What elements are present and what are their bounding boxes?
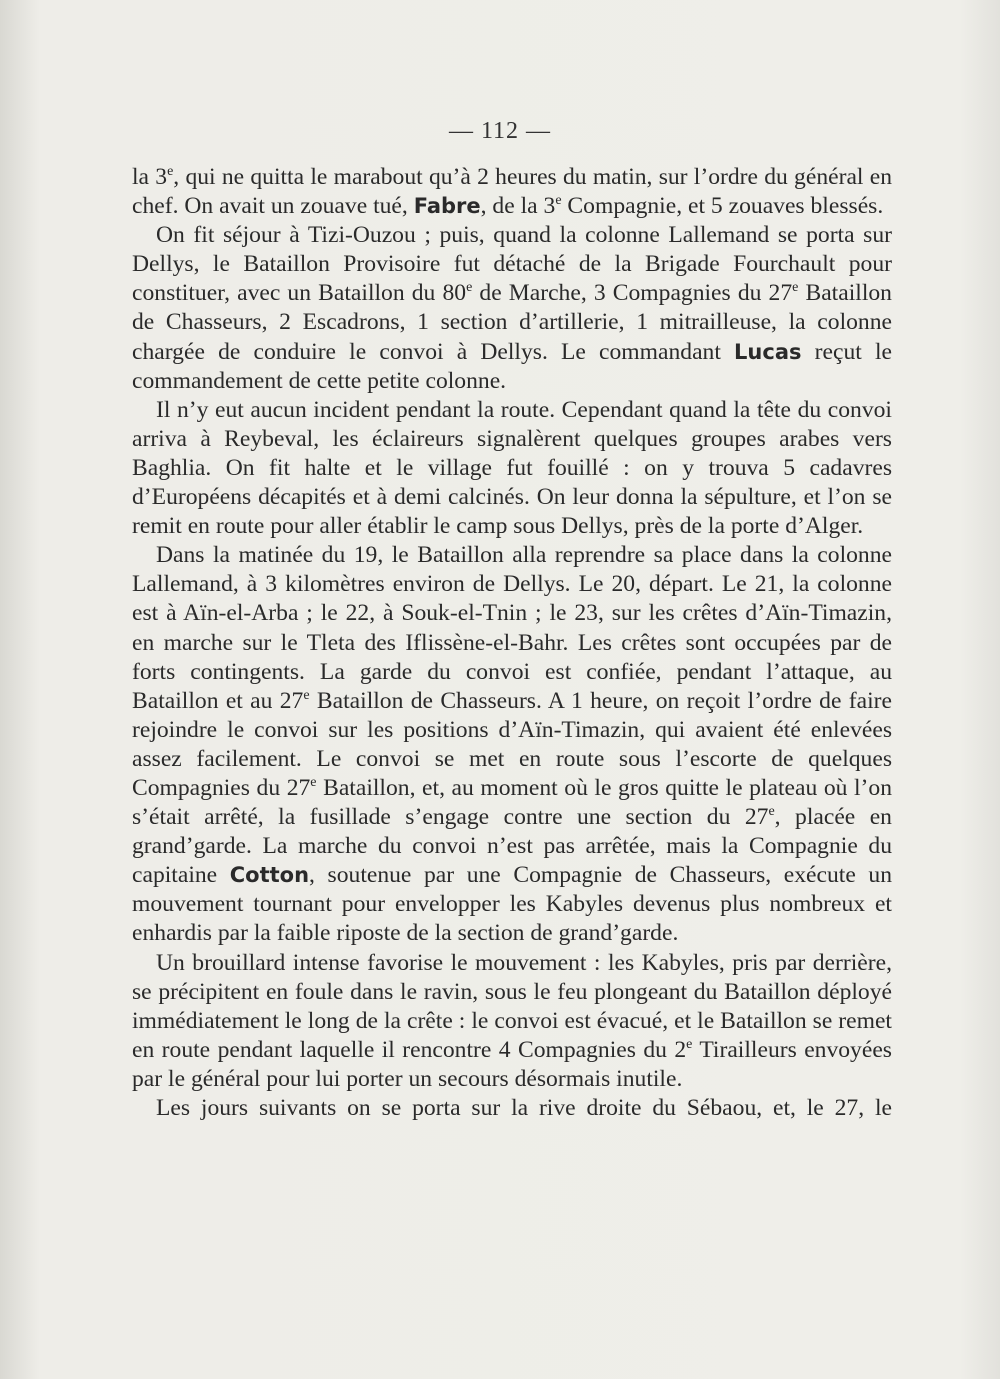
text-run: Bataillon de Chasseurs, 2 Escadrons, 1 section d’artillerie, 1 mitrailleuse, la colonne chargée de conduire le convoi à Dellys. Le commandant xyxy=(132,280,892,365)
superscript: e xyxy=(768,804,775,820)
text-run: Bataillon de Chasseurs. A 1 heure, on reçoit l’ordre de faire rejoindre le convoi sur les positions d’Aïn-Timazin, qui avaient été enlevées assez facilement. Le convoi se met en route sous l’escorte de quelques Compagnies du 27 xyxy=(132,687,892,801)
text-run: Bataillon, et, au moment où le gros quitte le plateau où l’on s’était arrêté, la fusillade s’engage contre une section du 27 xyxy=(132,774,892,831)
text-run: de Marche, 3 Compagnies du 27 xyxy=(472,280,793,307)
superscript: e xyxy=(555,193,562,209)
person-name: Lucas xyxy=(734,339,802,364)
superscript: e xyxy=(686,1036,693,1052)
text-run: On fit séjour à Tizi-Ouzou ; puis, quand la colonne Lallemand se porta sur Dellys, le Bataillon Provisoire fut détaché de la Brigade Fourchault pour constituer, avec un Bataillon du 80 xyxy=(132,222,892,307)
text-run: la 3 xyxy=(132,164,168,190)
paragraph xyxy=(132,221,892,396)
superscript: e xyxy=(466,280,473,296)
body-text xyxy=(132,163,892,1123)
text-run: , de la 3 xyxy=(480,193,556,220)
text-run: Compagnie, et 5 zouaves blessés. xyxy=(561,193,884,220)
text-run: , qui ne quitta le marabout qu’à 2 heures du matin, sur l’ordre du général en chef. On avait un zouave tué, xyxy=(132,164,892,220)
text-run: Il n’y eut aucun incident pendant la route. Cependant quand la tête du convoi arriva à Reybeval, les éclaireurs signalèrent quelques groupes arabes vers Baghlia. On fit halte et le village fut fouillé : on y trouva 5 cadavres d’Européens décapités et à demi calcinés. On leur donna la sépulture, et l’on se remit en route pour aller établir le camp sous Dellys, près de la porte d’Alger. xyxy=(132,396,892,540)
text-run: Tirailleurs envoyées par le général pour lui porter un secours désormais inutile. xyxy=(132,1036,892,1092)
paragraph xyxy=(132,1094,892,1123)
superscript: e xyxy=(167,164,174,180)
paragraph xyxy=(132,163,892,221)
paragraph xyxy=(132,541,892,948)
text-run: , placée en grand’garde. La marche du convoi n’est pas arrêtée, mais la Compagnie du capitaine xyxy=(132,804,892,889)
superscript: e xyxy=(792,280,799,296)
text-run: Dans la matinée du 19, le Bataillon alla reprendre sa place dans la colonne Lallemand, à 3 kilomètres environ de Dellys. Le 20, départ. Le 21, la colonne est à Aïn-el-Arba ; le 22, à Souk-el-Tnin ; le 23, sur les crêtes d’Aïn-Timazin, en marche sur le Tleta des Iflissène-el-Bahr. Les crêtes sont occupées par de forts contingents. La garde du convoi est confiée, pendant l’attaque, au Bataillon et au 27 xyxy=(132,542,892,714)
text-run: reçut le commandement de cette petite colonne. xyxy=(132,338,892,394)
page-number: — 112 — xyxy=(448,118,552,144)
text-run: Les jours suivants on se porta sur la rive droite du Sébaou, et, le 27, le xyxy=(156,1095,892,1121)
text-run: , soutenue par une Compagnie de Chasseurs, exécute un mouvement tournant pour envelopper les Kabyles devenus plus nombreux et enhardis par la faible riposte de la section de grand’garde. xyxy=(132,862,892,947)
text-run: Un brouillard intense favorise le mouvement : les Kabyles, pris par derrière, se précipitent en foule dans le ravin, sous le feu plongeant du Bataillon déployé immédiatement le long de la crête : le convoi est évacué, et le Bataillon se remet en route pendant laquelle il rencontre 4 Compagnies du 2 xyxy=(132,949,892,1063)
superscript: e xyxy=(303,687,310,703)
person-name: Fabre xyxy=(413,194,481,219)
paragraph xyxy=(132,949,892,1094)
paragraph xyxy=(132,396,892,541)
superscript: e xyxy=(310,775,317,791)
person-name: Cotton xyxy=(229,863,310,888)
